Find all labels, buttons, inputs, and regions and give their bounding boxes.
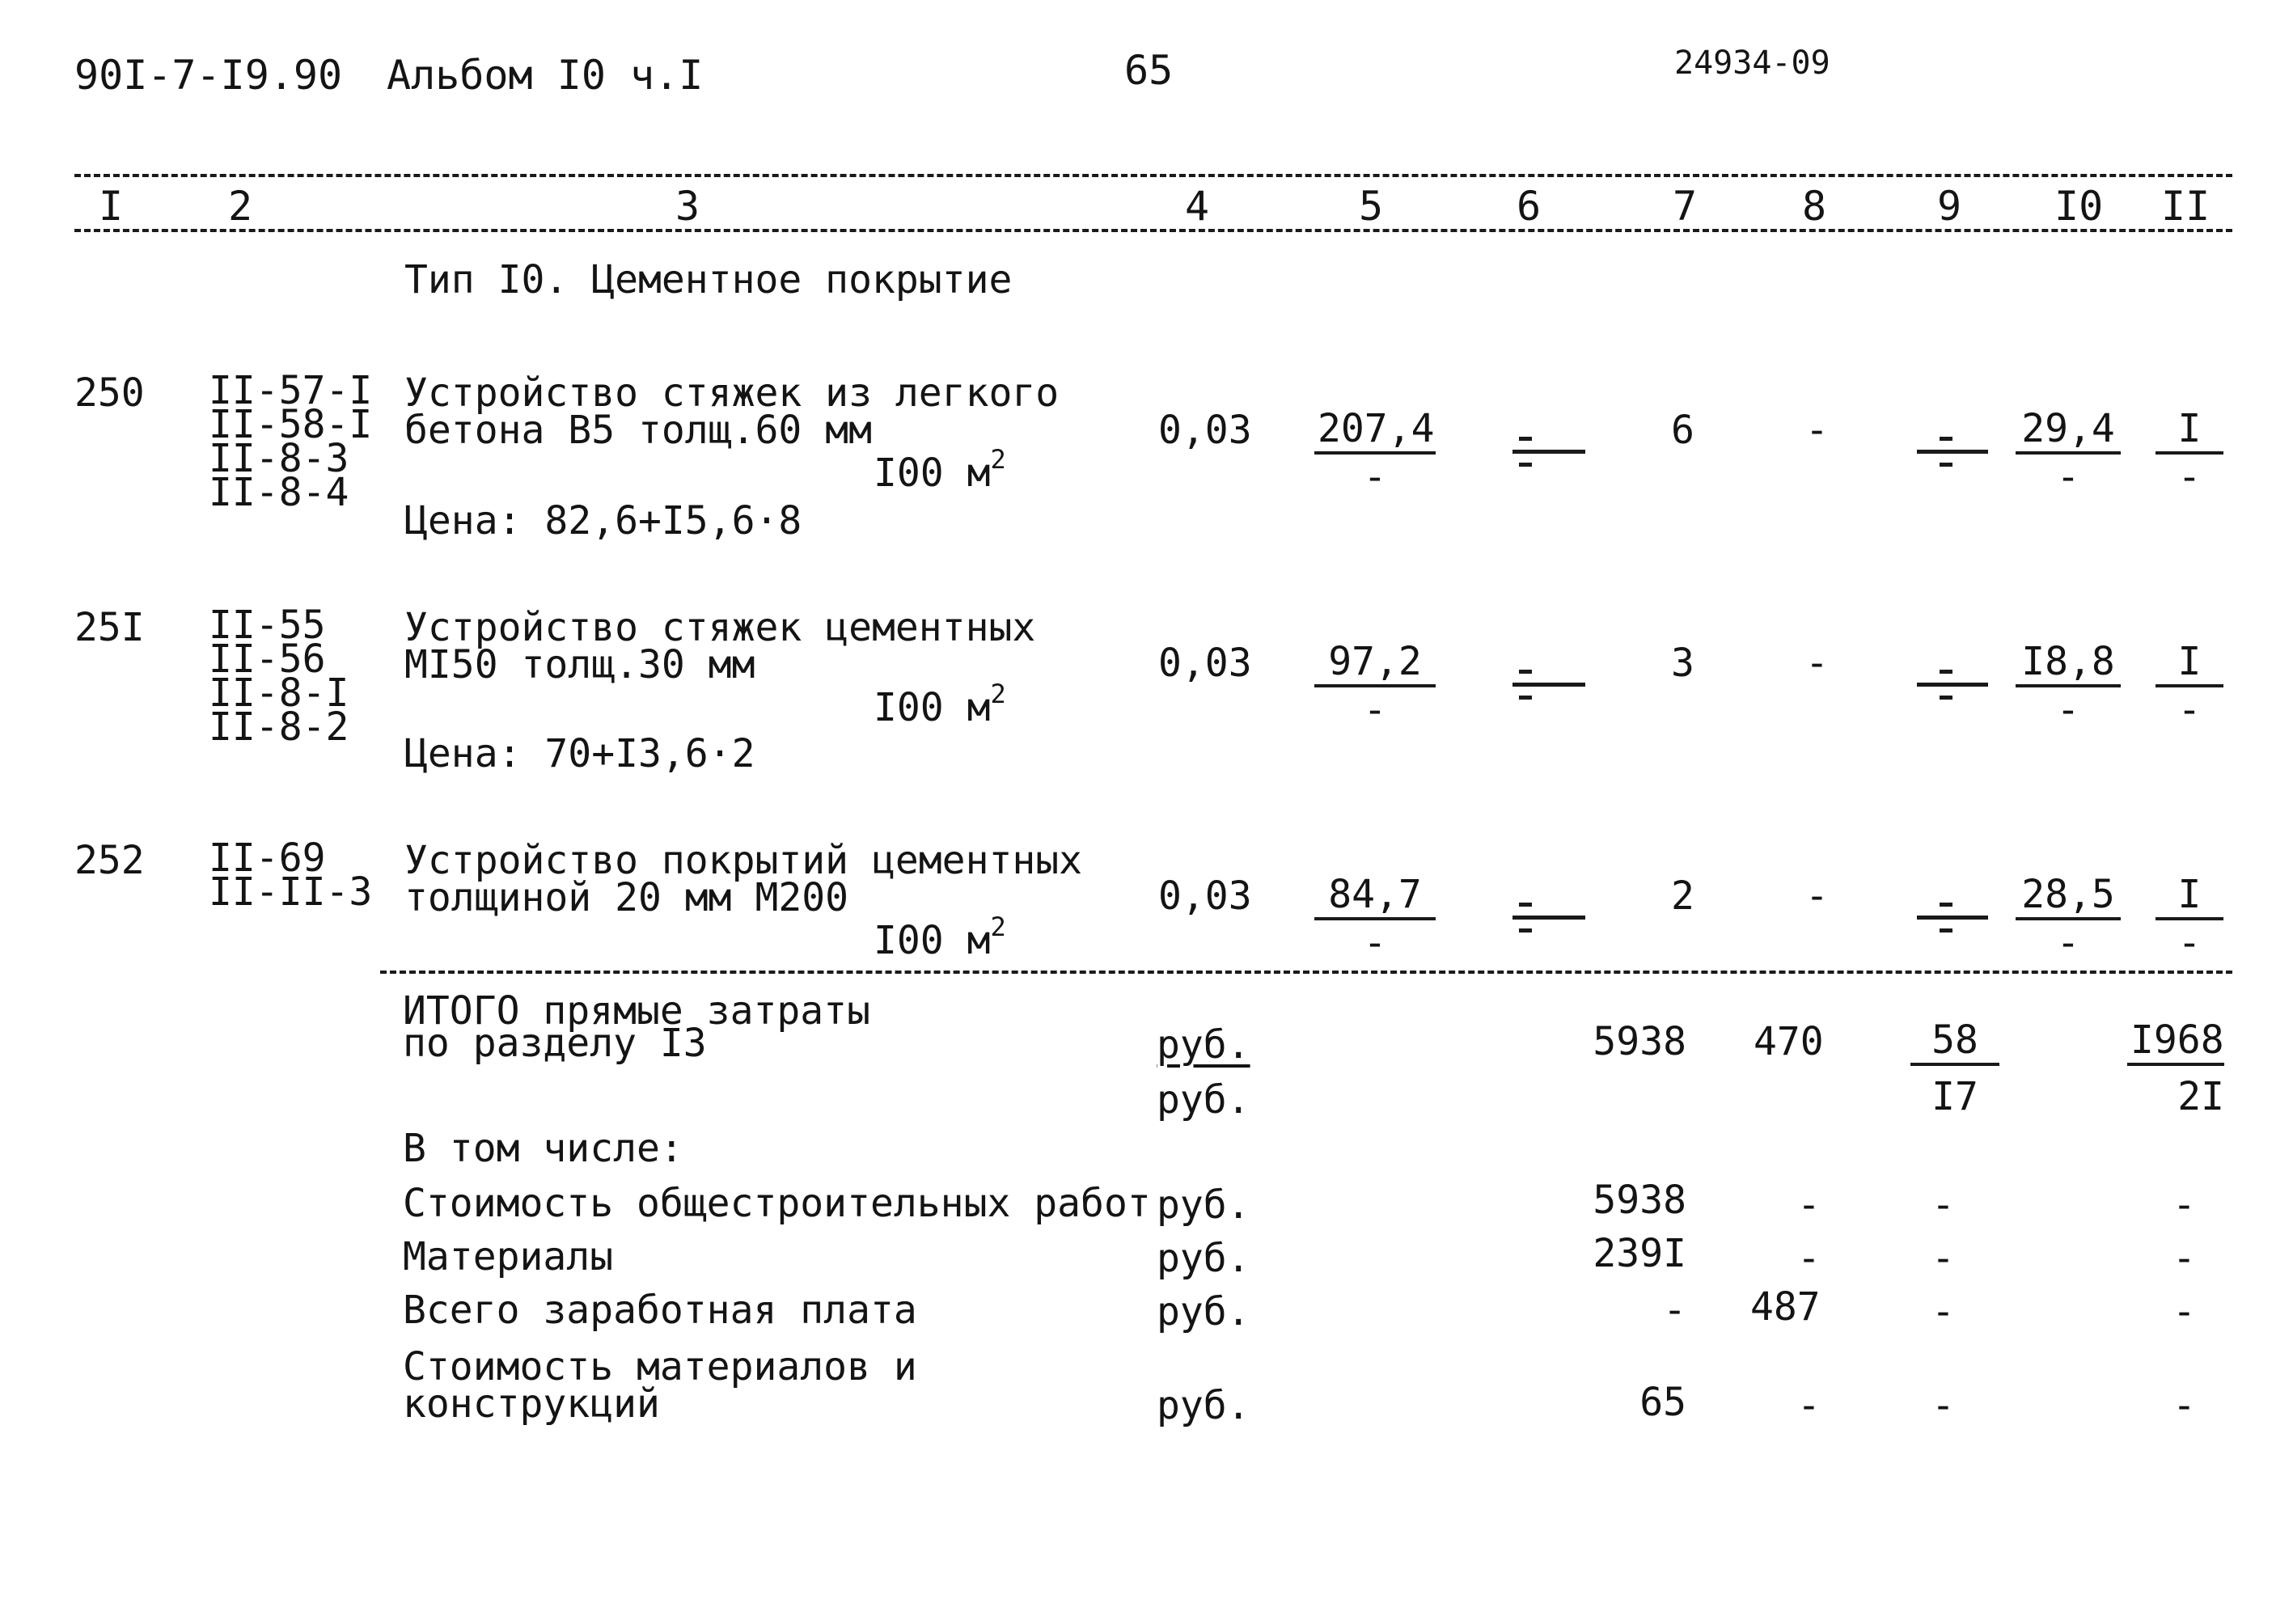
breakdown-unit: руб. [1157,1236,1250,1281]
dash-col-9 [1940,696,1952,700]
header-bottom-rule [74,229,2232,232]
breakdown-label: Материалы [403,1234,614,1279]
column-header-7: 7 [1673,183,1698,230]
breakdown-col-9: - [1931,1383,1955,1428]
breakdown-col-11: - [2172,1289,2196,1334]
value-col-11: I - [2156,409,2223,497]
work-description: МI50 толщ.30 мм [404,642,755,687]
value-col-10: 28,5 - [2016,875,2121,962]
value-col-10: 29,4 - [2016,409,2121,497]
norm-code: II-56 [209,636,326,682]
dash-col-6 [1519,903,1532,907]
rule-col-9 [1917,450,1988,454]
breakdown-unit: руб. [1157,1182,1250,1228]
column-header-8: 8 [1802,183,1827,230]
total-unit-top: руб. [1157,1022,1250,1068]
norm-code: II-8-3 [209,436,349,481]
breakdown-col-9: - [1931,1236,1955,1281]
breakdown-col-11: - [2172,1182,2196,1228]
column-header-10: I0 [2054,183,2104,230]
rule-col-6 [1512,916,1585,920]
norm-code: II-69 [209,835,326,881]
unit-label: I00 $м^2$ [874,679,1006,730]
breakdown-col-9: - [1931,1289,1955,1334]
norm-code: II-8-2 [209,704,349,750]
price-formula: Цена: 82,6+I5,6·8 [404,498,802,543]
breakdown-unit: руб. [1157,1289,1250,1334]
breakdown-col-7: 239I [1593,1231,1686,1276]
norm-code: II-8-I [209,670,349,716]
value-col-5: 84,7 - [1314,875,1436,962]
work-description: Устройство стяжек цементных [404,605,1036,650]
row-number: 250 [74,370,145,416]
value-col-5: 97,2 - [1314,642,1436,730]
breakdown-col-7: 65 [1639,1380,1686,1425]
rule-col-6 [1512,683,1585,687]
quantity: 0,03 [1158,408,1252,453]
breakdown-unit: руб. [1157,1383,1250,1428]
value-col-7: 6 [1671,408,1694,453]
unit-label: I00 $м^2$ [874,444,1006,496]
album-label: Альбом I0 ч.I [387,52,704,99]
total-col-7: 5938 [1593,1019,1686,1064]
total-col-8: 470 [1754,1019,1824,1064]
breakdown-col-11: - [2172,1236,2196,1281]
breakdown-col-7: 5938 [1593,1178,1686,1223]
column-header-6: 6 [1517,183,1542,230]
dash-col-6 [1519,437,1532,441]
page-number: 65 [1124,47,1174,94]
breakdown-col-8: 487 [1750,1284,1821,1330]
row-number: 252 [74,838,145,883]
value-col-7: 3 [1671,641,1694,686]
breakdown-col-7: - [1663,1288,1686,1333]
rule-col-9 [1917,683,1988,687]
section-title: Тип I0. Цементное покрытие [404,257,1013,302]
dash-col-6 [1519,928,1532,933]
work-description: Устройство стяжек из легкого [404,370,1060,416]
column-header-2: 2 [228,183,253,230]
breakdown-label: Стоимость материалов и [403,1344,917,1389]
value-col-8: - [1805,641,1829,686]
breakdown-col-8: - [1797,1236,1821,1281]
header-top-rule [74,174,2232,177]
row-number: 25I [74,605,145,650]
value-col-11: I - [2156,642,2223,730]
column-header-3: 3 [675,183,700,230]
total-label: по разделу I3 [403,1021,707,1066]
dash-col-6 [1519,463,1532,467]
breakdown-label: Всего заработная плата [403,1288,917,1333]
value-col-7: 2 [1671,873,1694,919]
total-col-9: 58 I7 [1910,1021,1999,1116]
dash-col-9 [1940,903,1952,907]
column-header-11: II [2161,183,2211,230]
total-label: ИТОГО прямые затраты [403,988,870,1034]
value-col-10: I8,8 - [2016,642,2121,730]
dash-col-9 [1940,463,1952,467]
rule-col-9 [1917,916,1988,920]
norm-code: II-57-I [209,368,373,413]
dash-col-6 [1519,670,1532,674]
column-header-9: 9 [1937,183,1962,230]
value-col-11: I - [2156,875,2223,962]
archive-stamp: 24934-09 [1674,44,1830,82]
norm-code: II-II-3 [209,869,373,915]
breakdown-title: В том числе: [403,1126,683,1171]
column-header-5: 5 [1359,183,1384,230]
breakdown-col-8: - [1797,1182,1821,1228]
breakdown-label: конструкций [403,1381,660,1427]
quantity: 0,03 [1158,641,1252,686]
dash-col-9 [1940,928,1952,933]
norm-code: II-55 [209,603,326,648]
dash-col-6 [1519,696,1532,700]
norm-code: II-58-I [209,402,373,447]
value-col-5: 207,4 - [1314,409,1436,497]
total-col-11: I968 2I [2127,1021,2224,1116]
work-description: бетона В5 толщ.60 мм [404,408,872,453]
quantity: 0,03 [1158,873,1252,919]
unit-label: I00 $м^2$ [874,911,1006,963]
breakdown-col-11: - [2172,1383,2196,1428]
breakdown-col-8: - [1797,1383,1821,1428]
norm-code: II-8-4 [209,470,349,515]
work-description: толщиной 20 мм М200 [404,875,849,920]
price-formula: Цена: 70+I3,6·2 [404,731,755,776]
value-col-8: - [1805,873,1829,919]
dash-col-9 [1940,670,1952,674]
total-unit-bottom: руб. [1157,1077,1250,1123]
rule-col-6 [1512,450,1585,454]
column-header-4: 4 [1185,183,1210,230]
value-col-8: - [1805,408,1829,453]
column-header-1: I [99,183,124,230]
breakdown-col-9: - [1931,1182,1955,1228]
breakdown-label: Стоимость общестроительных работ [403,1181,1151,1226]
dash-col-9 [1940,437,1952,441]
total-separator-rule [380,971,2232,974]
work-description: Устройство покрытий цементных [404,838,1083,883]
document-code: 90I-7-I9.90 [74,52,343,99]
